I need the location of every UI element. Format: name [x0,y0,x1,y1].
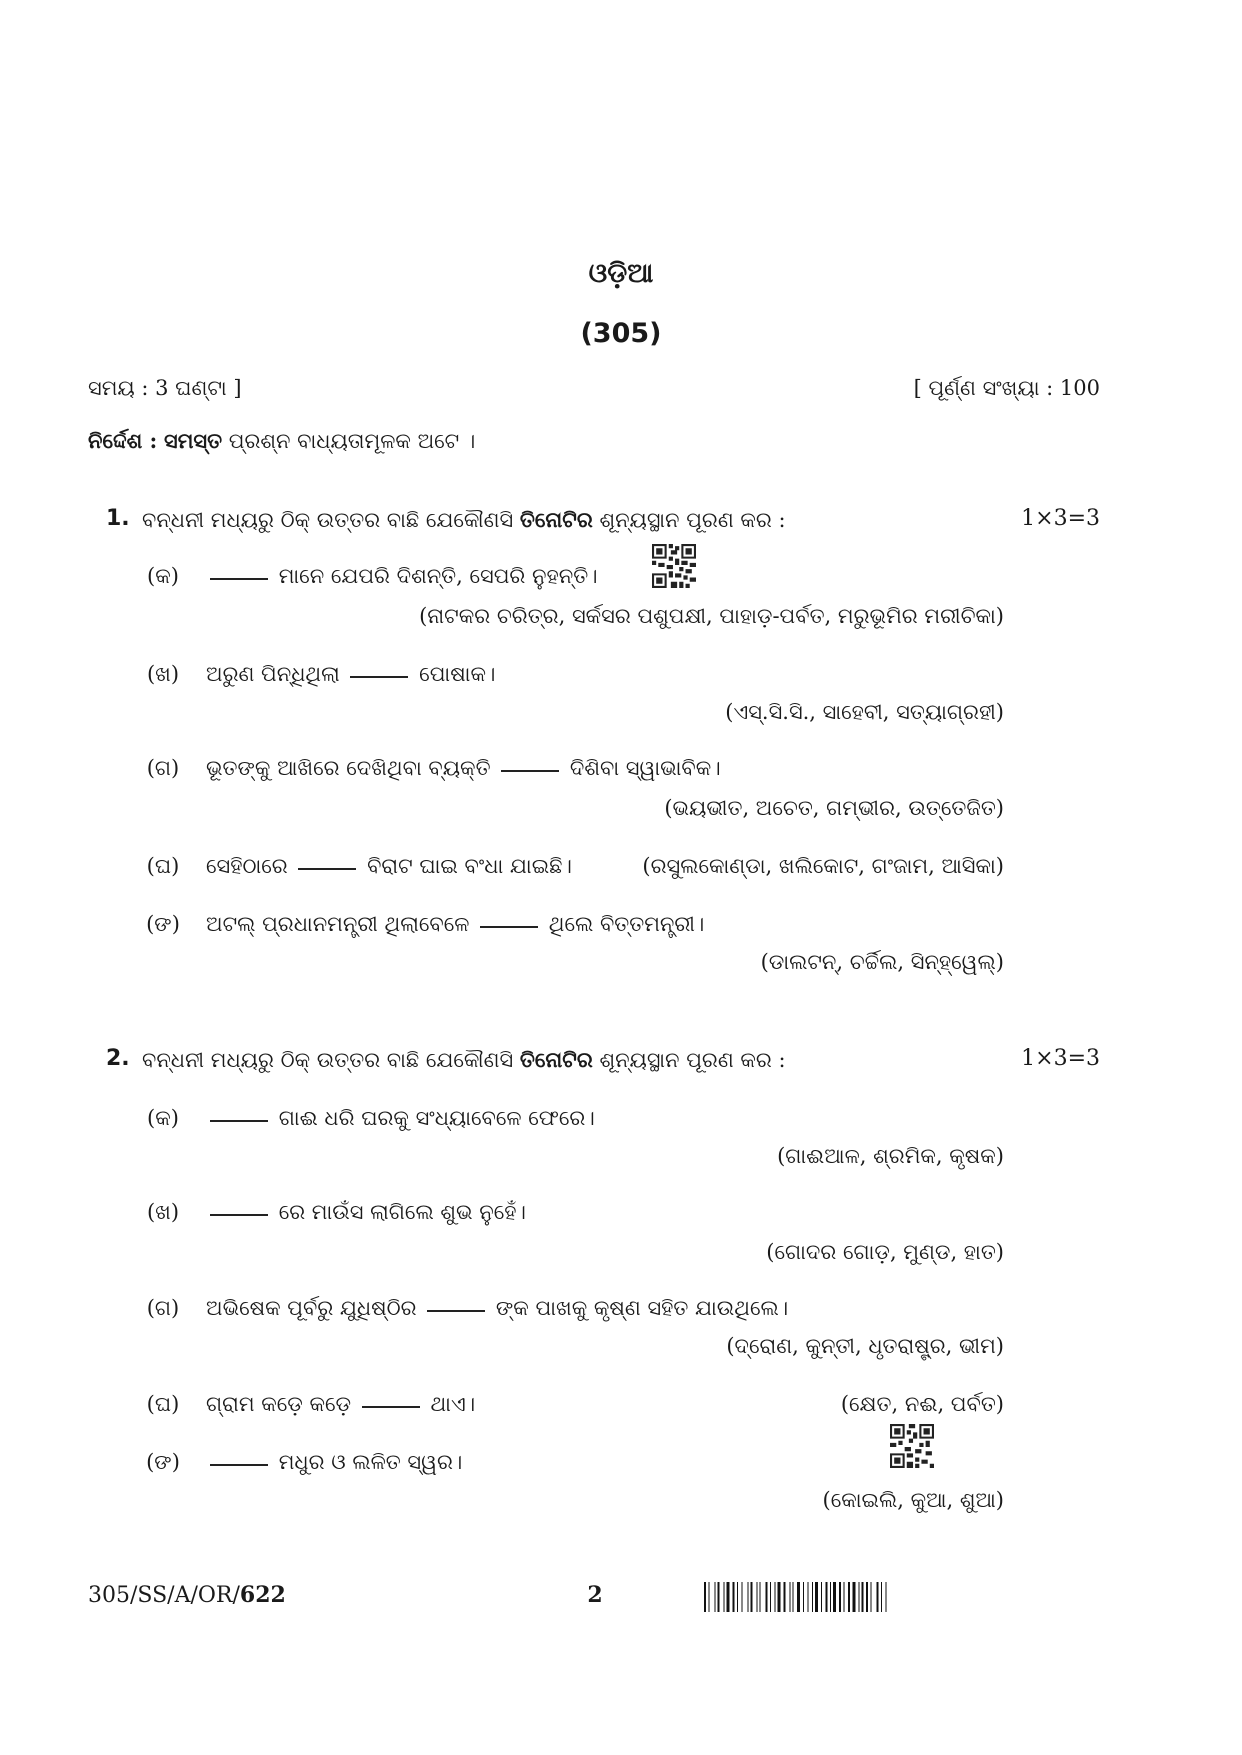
item-label: (ଙ) [146,1450,180,1474]
answer-blank[interactable] [501,770,559,772]
qr-code-icon [890,1424,934,1468]
answer-options: (ଡାଲଟନ୍, ଚର୍ଚ୍ଚିଲ, ସିନ୍‌ହ୍ୱେଲ୍) [760,950,1004,974]
item-label: (ଖ) [146,662,180,686]
barcode-bar [833,1582,836,1612]
subject-code: (305) [580,318,662,349]
barcode-bar [808,1582,809,1612]
answer-blank[interactable] [210,1464,268,1466]
barcode-bar [793,1582,794,1612]
barcode-bar [886,1582,887,1612]
barcode-bar [803,1582,804,1612]
barcode-bar [784,1582,786,1612]
item-sentence [206,1200,526,1225]
answer-options: (ନାଟକର ଚରିତ୍ର, ସର୍କସର ପଶୁପକ୍ଷୀ, ପାହାଡ଼-ପର୍ବତ, ମରୁଭୂମିର ମରୀଚିକା) [419,604,1004,628]
item-sentence [206,1106,595,1131]
answer-blank[interactable] [210,1214,268,1216]
question-number: 2. [106,1046,130,1071]
barcode-bar [770,1582,771,1612]
prompt-bold: ତିନୋଟିର [519,1047,593,1072]
paper-code-prefix: 305/SS/A/OR/ [88,1583,240,1608]
barcode-bar [727,1582,730,1612]
sentence-text: ସେହିଠାରେ [206,854,288,878]
question-marks: 1×3=3 [1021,1046,1100,1071]
answer-options: (ଭୟଭୀତ, ଅଚେତ, ଗମ୍ଭୀର, ଉତ୍ତେଜିତ) [664,796,1004,820]
barcode-bar [871,1582,872,1612]
barcode-bar [826,1582,828,1612]
item-label: (କ) [147,564,179,588]
item-sentence [206,1450,462,1475]
sentence-text: ଥିଲେ ବିତ୍ତମନ୍ତ୍ରୀ। [548,912,705,936]
barcode-bar [742,1582,743,1612]
instruction-label: ନିର୍ଦ୍ଦେଶ : [88,428,158,453]
sentence-text: ଅଭିଷେକ ପୂର୍ବରୁ ଯୁଧିଷ୍ଠିର [206,1296,417,1320]
sentence-text: ଭୂତଙ୍କୁ ଆଖିରେ ଦେଖିଥିବା ବ୍ୟକ୍ତି [206,756,491,780]
barcode-bar [733,1582,735,1612]
barcode-bar [812,1582,813,1612]
barcode-bar [853,1582,856,1612]
barcode-bar [821,1582,822,1612]
barcode-bar [760,1582,761,1612]
item-label: (ଘ) [146,854,180,878]
full-marks: [ ପୂର୍ଣ୍ଣ ସଂଖ୍ୟା : 100 [913,376,1100,400]
instruction [88,428,475,454]
question-prompt [142,507,786,533]
prompt-part: ଶୂନ୍ୟସ୍ଥାନ ପୂରଣ କର : [599,1048,786,1072]
barcode-bar [715,1582,716,1612]
answer-blank[interactable] [480,926,538,928]
barcode-bar [797,1582,800,1612]
prompt-part: ବନ୍ଧନୀ ମଧ୍ୟରୁ ଠିକ୍ ଉତ୍ତର ବାଛି ଯେକୌଣସି [142,1048,514,1072]
question-number: 1. [106,506,130,531]
sentence-text: ପୋଷାକ। [419,662,496,686]
barcode-bar [778,1582,781,1612]
barcode-bar [704,1582,706,1612]
barcode-bar [724,1582,725,1612]
answer-blank[interactable] [350,676,408,678]
barcode-bar [866,1582,868,1612]
answer-blank[interactable] [210,578,268,580]
barcode-bar [748,1582,749,1612]
answer-options: (କୋଇଲି, କୁଆ, ଶୁଆ) [822,1488,1004,1512]
instruction-bold-word: ସମସ୍ତ [164,428,223,453]
item-label: (ଗ) [146,1296,180,1320]
sentence-text: ଦିଶିବା ସ୍ୱାଭାବିକ। [569,756,721,780]
barcode-bar [718,1582,720,1612]
barcode-bar [766,1582,768,1612]
prompt-part: ଶୂନ୍ୟସ୍ଥାନ ପୂରଣ କର : [599,508,786,532]
answer-options: (ଗୋଦର ଗୋଡ଼, ମୁଣ୍ଡ, ହାତ) [766,1240,1004,1264]
item-label: (କ) [147,1106,179,1130]
answer-blank[interactable] [210,1120,268,1122]
instruction-text: ପ୍ରଶ୍ନ ବାଧ୍ୟତାମୂଳକ ଅଟେ । [228,429,476,453]
barcode-bar [757,1582,758,1612]
barcode-bar [862,1582,864,1612]
item-label: (ଗ) [146,756,180,780]
barcode-bar [848,1582,850,1612]
prompt-part: ବନ୍ଧନୀ ମଧ୍ୟରୁ ଠିକ୍ ଉତ୍ତର ବାଛି ଯେକୌଣସି [142,508,514,532]
sentence-text: ଅରୁଣ ପିନ୍ଧିଥିଲା [206,662,340,686]
sentence-text: ଗାଈ ଧରି ଘରକୁ ସଂଧ୍ୟାବେଳେ ଫେରେ। [278,1106,595,1130]
sentence-text: ମଧୁର ଓ ଲଳିତ ସ୍ୱର। [278,1450,463,1474]
barcode-bar [815,1582,818,1612]
sentence-text: ଅଟଲ୍ ପ୍ରଧାନମନ୍ତ୍ରୀ ଥିଲାବେଳେ [206,912,470,936]
question-marks: 1×3=3 [1021,506,1100,531]
barcode-bar [737,1582,738,1612]
question-prompt [142,1047,786,1073]
item-sentence [206,1296,788,1321]
sentence-text: ବିରାଟ ଘାଇ ବଂଧା ଯାଇଛି। [367,854,572,878]
answer-options: (ଏସ୍.ସି.ସି., ସାହେବୀ, ସତ୍ୟାଗ୍ରହୀ) [725,700,1004,724]
barcode-bar [881,1582,882,1612]
barcode-icon [704,1582,1002,1612]
item-sentence [206,756,721,781]
prompt-bold: ତିନୋଟିର [519,507,593,532]
barcode-bar [844,1582,845,1612]
sentence-text: ଙ୍କ ପାଖକୁ କୃଷ୍ଣ ସହିତ ଯାଉଥିଲେ। [495,1296,789,1320]
answer-options: (ଦ୍ରୋଣ, କୁନ୍ତୀ, ଧୃତରାଷ୍ଟ୍ର, ଭୀମ) [726,1334,1004,1358]
page-number: 2 [587,1582,603,1608]
sentence-text: ମାନେ ଯେପରି ଦିଶନ୍ତି, ସେପରି ନୁହନ୍ତି। [278,564,598,588]
barcode-bar [751,1582,753,1612]
barcode-bar [830,1582,831,1612]
time-allowed: ସମୟ : 3 ଘଣ୍ଟା ] [88,376,242,400]
item-label: (ଙ) [146,912,180,936]
subject-title: ଓଡ଼ିଆ [588,258,654,289]
sentence-text: ଗ୍ରାମ କଡ଼େ କଡ଼େ [206,1392,352,1416]
answer-options: (ରସୁଲକୋଣ୍ଡା, ଖଲିକୋଟ, ଗଂଜାମ, ଆସିକା) [642,854,1004,878]
answer-blank[interactable] [427,1310,485,1312]
item-label: (ଖ) [146,1200,180,1224]
barcode-bar [877,1582,879,1612]
item-sentence [206,912,704,937]
item-label: (ଘ) [146,1392,180,1416]
item-sentence [206,662,495,687]
qr-code-icon [652,544,696,588]
barcode-bar [775,1582,776,1612]
answer-options: (କ୍ଷେତ, ନଈ, ପର୍ବତ) [840,1392,1004,1416]
sentence-text: ଥାଏ। [430,1392,476,1416]
item-sentence [206,564,598,589]
barcode-bar [839,1582,841,1612]
paper-code-bold: 622 [239,1582,286,1608]
answer-options: (ଗାଈଆଳ, ଶ୍ରମିକ, କୃଷକ) [777,1144,1004,1168]
barcode-bar [790,1582,791,1612]
sentence-text: ରେ ମାଉଁସ ଲାଗିଲେ ଶୁଭ ନୁହେଁ। [278,1200,526,1224]
barcode-bar [709,1582,710,1612]
barcode-bar [859,1582,860,1612]
